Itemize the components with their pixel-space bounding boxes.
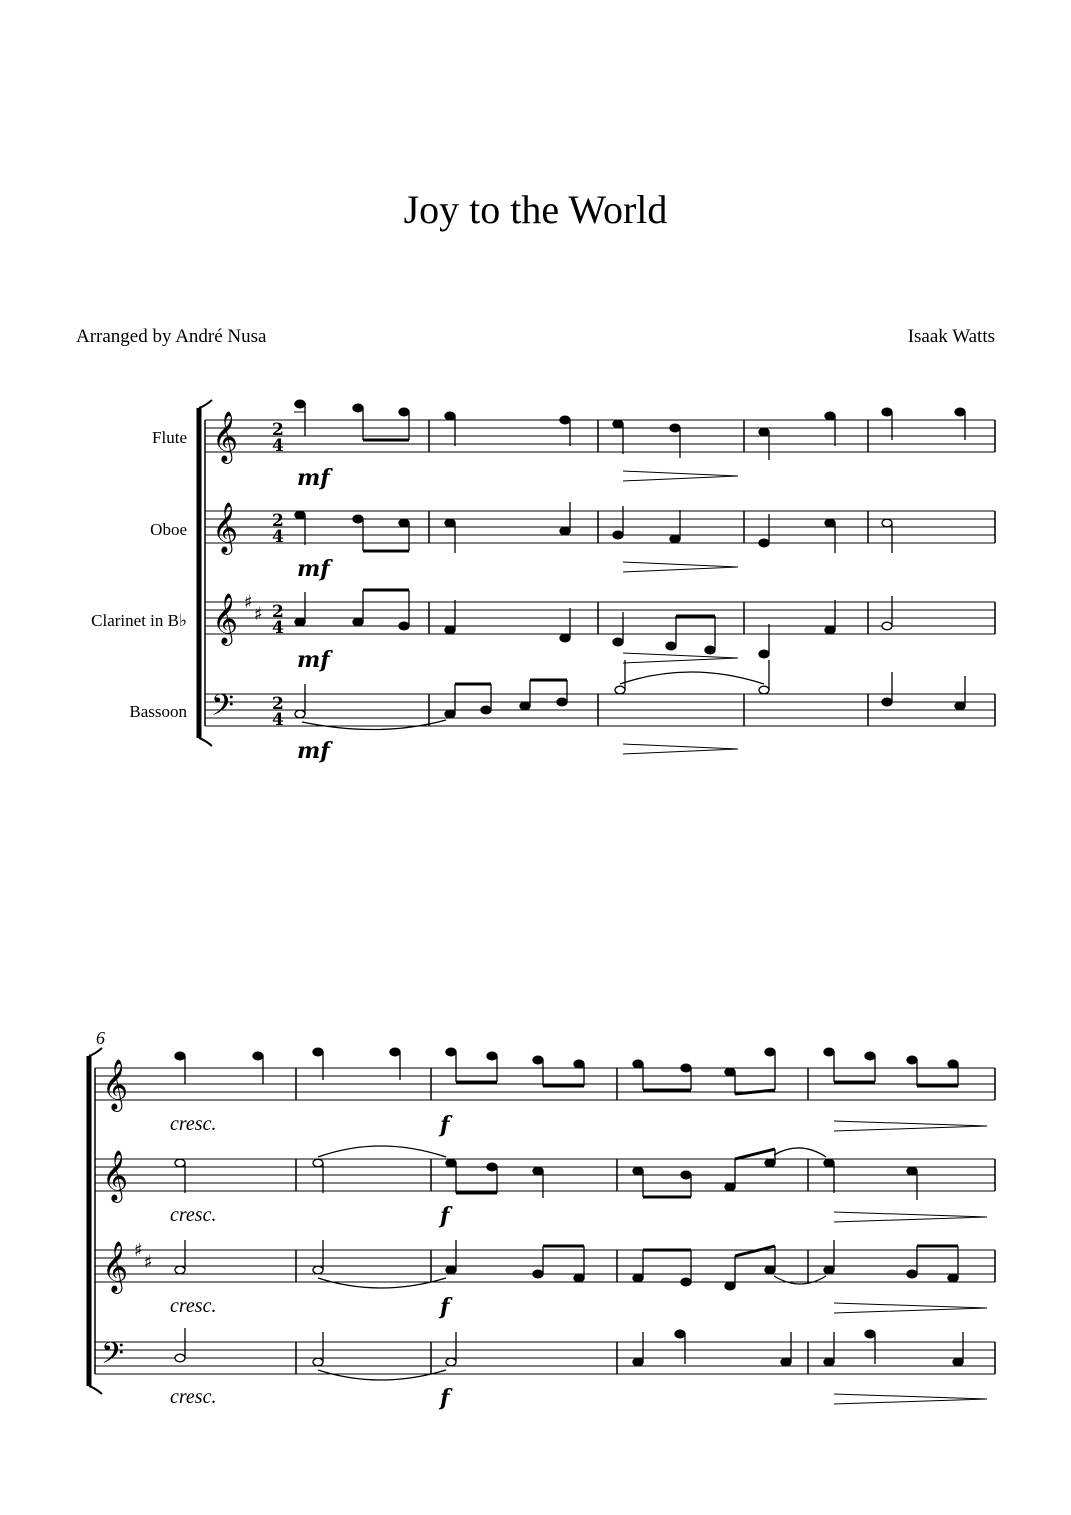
treble-clef-icon: 𝄞 (102, 1059, 129, 1110)
staff-clarinet-2 (95, 1250, 995, 1282)
svg-text:4: 4 (272, 710, 284, 730)
bass-clef-icon: 𝄢 (101, 1337, 125, 1378)
dynamic-mf: mf (297, 556, 330, 582)
instrument-label-bassoon: Bassoon (129, 702, 187, 721)
dynamic-mf: mf (297, 465, 330, 491)
svg-text:2: 2 (272, 694, 284, 714)
cresc-text: cresc. (170, 1386, 217, 1408)
bass-clef-icon: 𝄢 (211, 689, 235, 730)
staff-flute-2 (95, 1068, 995, 1100)
sharp-icon: ♯ (254, 604, 263, 625)
staff-bassoon (205, 694, 995, 726)
svg-text:4: 4 (272, 436, 284, 456)
sharp-icon: ♯ (134, 1240, 143, 1261)
dynamic-mf: mf (297, 738, 330, 764)
sharp-icon: ♯ (244, 592, 253, 613)
treble-clef-icon: 𝄞 (212, 593, 239, 644)
staff-oboe (205, 511, 995, 543)
cresc-text: cresc. (170, 1295, 217, 1317)
treble-clef-icon: 𝄞 (212, 502, 239, 553)
svg-text:4: 4 (272, 618, 284, 638)
svg-text:2: 2 (272, 420, 284, 440)
dynamics-1 (297, 465, 333, 764)
svg-text:4: 4 (272, 527, 284, 547)
notes-system-2 (175, 1048, 963, 1380)
notes-system-1 (294, 400, 965, 729)
instrument-label-clarinet: Clarinet in B♭ (91, 611, 187, 630)
staff-flute (205, 420, 995, 452)
arranger-credit: Arranged by André Nusa (76, 326, 267, 347)
dynamic-f: f (440, 1294, 450, 1320)
treble-clef-icon: 𝄞 (212, 411, 239, 462)
composer-credit: Isaak Watts (907, 326, 995, 347)
cresc-text: cresc. (170, 1204, 217, 1226)
dynamic-f: f (440, 1112, 450, 1138)
staff-clarinet (205, 602, 995, 634)
dynamic-f: f (440, 1203, 450, 1229)
instrument-label-oboe: Oboe (150, 520, 187, 539)
svg-text:2: 2 (272, 511, 284, 531)
clefs-1 (211, 411, 263, 730)
treble-clef-icon: 𝄞 (102, 1150, 129, 1201)
treble-clef-icon: 𝄞 (102, 1241, 129, 1292)
svg-text:2: 2 (272, 602, 284, 622)
dynamic-f: f (440, 1385, 450, 1411)
page-title: Joy to the World (403, 187, 668, 232)
measure-number: 6 (96, 1028, 105, 1048)
clefs-2 (101, 1059, 153, 1378)
cresc-text: cresc. (170, 1113, 217, 1135)
dynamic-mf: mf (297, 647, 330, 673)
staff-oboe-2 (95, 1159, 995, 1191)
time-signatures (272, 420, 284, 730)
sharp-icon: ♯ (144, 1252, 153, 1273)
staff-bassoon-2 (95, 1342, 995, 1374)
decrescendo-hairpins-2 (834, 1121, 987, 1404)
instrument-label-flute: Flute (152, 428, 187, 447)
